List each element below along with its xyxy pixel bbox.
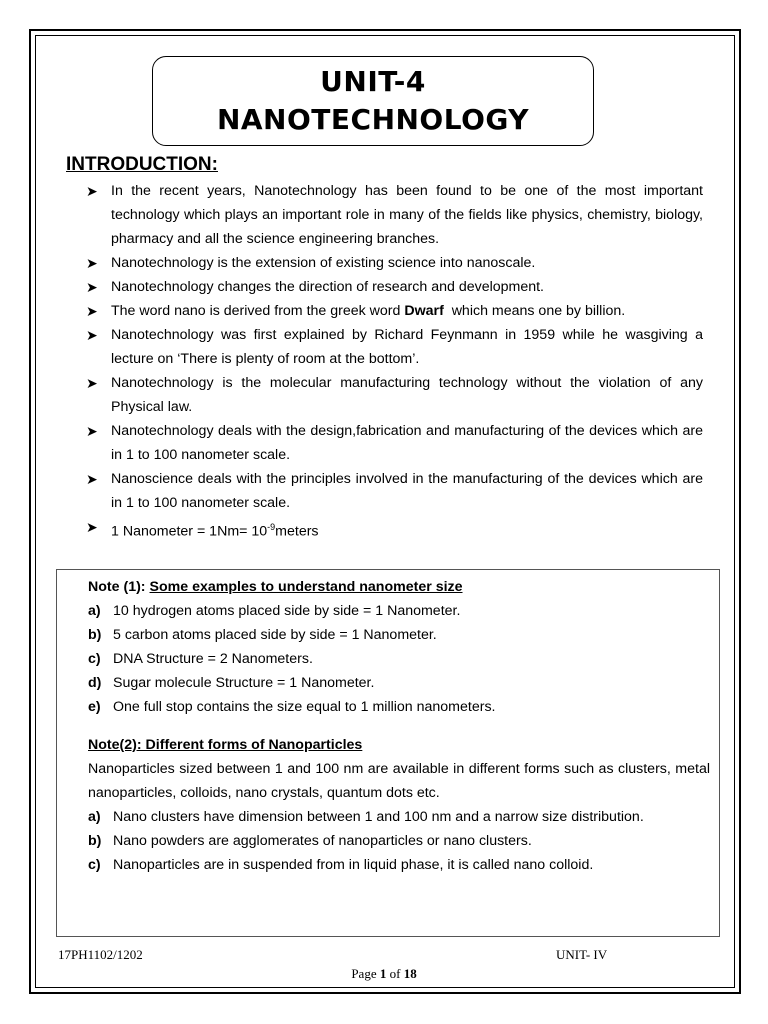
arrow-bullet-icon: ➤ xyxy=(86,423,98,439)
note2-list xyxy=(88,805,710,877)
arrow-bullet-icon: ➤ xyxy=(86,519,98,535)
introduction-bullet-list xyxy=(86,179,703,544)
bullet-item: ➤ In the recent years, Nanotechnology has been found to be one of the most important technology which plays an important role in many of the fields like physics, chemistry, biology, pharmacy and all the science engineering branches. xyxy=(86,179,703,251)
bullet-item: ➤ Nanoscience deals with the principles involved in the manufacturing of the devices which are in 1 to 100 nanometer scale. xyxy=(86,467,703,515)
list-item: e) One full stop contains the size equal to 1 million nanometers. xyxy=(88,699,496,715)
list-item: b) Nano powders are agglomerates of nanoparticles or nano clusters. xyxy=(88,833,532,849)
unit-title-line1: UNIT-4 xyxy=(320,65,426,98)
dwarf-word: Dwarf xyxy=(404,303,444,319)
arrow-bullet-icon: ➤ xyxy=(86,255,98,271)
list-item: b) 5 carbon atoms placed side by side = 1 Nanometer. xyxy=(88,627,437,643)
list-item: a) 10 hydrogen atoms placed side by side = 1 Nanometer. xyxy=(88,603,461,619)
notes-content xyxy=(88,575,710,877)
list-item: c) Nanoparticles are in suspended from in liquid phase, it is called nano colloid. xyxy=(88,857,594,873)
course-code: 17PH1102/1202 xyxy=(58,947,143,962)
list-item: d) Sugar molecule Structure = 1 Nanometer. xyxy=(88,675,375,691)
unit-label: UNIT- IV xyxy=(556,947,608,962)
unit-title-box xyxy=(152,56,594,146)
bullet-item: ➤ Nanotechnology was first explained by Richard Feynmann in 1959 while he wasgiving a lecture on ‘There is plenty of room at the bottom’. xyxy=(86,323,703,371)
bullet-item: ➤ The word nano is derived from the greek word Dwarf which means one by billion. xyxy=(86,299,703,323)
bullet-item: ➤ Nanotechnology deals with the design,fabrication and manufacturing of the devices which are in 1 to 100 nanometer scale. xyxy=(86,419,703,467)
unit-title-line2: NANOTECHNOLOGY xyxy=(216,103,530,136)
arrow-bullet-icon: ➤ xyxy=(86,375,98,391)
note2-paragraph: Nanoparticles sized between 1 and 100 nm are available in different forms such as clusters, metal nanoparticles, colloids, nano crystals, quantum dots etc. xyxy=(88,761,710,801)
arrow-bullet-icon: ➤ xyxy=(86,303,98,319)
arrow-bullet-icon: ➤ xyxy=(86,327,98,343)
bullet-item: ➤ Nanotechnology changes the direction of research and development. xyxy=(86,275,703,299)
note2-heading: Note(2): Different forms of Nanoparticles xyxy=(88,737,363,753)
arrow-bullet-icon: ➤ xyxy=(86,471,98,487)
note1-heading: Note (1): Some examples to understand nanometer size xyxy=(88,579,463,595)
arrow-bullet-icon: ➤ xyxy=(86,183,98,199)
list-item: a) Nano clusters have dimension between 1 and 100 nm and a narrow size distribution. xyxy=(88,809,644,825)
bullet-item: ➤ 1 Nanometer = $1Nm= 10^{-9}meters$ xyxy=(86,515,703,544)
note1-list xyxy=(88,599,710,719)
arrow-bullet-icon: ➤ xyxy=(86,279,98,295)
list-item: c) DNA Structure = 2 Nanometers. xyxy=(88,651,313,667)
bullet-item: ➤ Nanotechnology is the molecular manufacturing technology without the violation of any Physical law. xyxy=(86,371,703,419)
introduction-heading: INTRODUCTION: xyxy=(66,154,218,175)
page-number: Page 1 of 18 xyxy=(351,966,417,981)
bullet-item: ➤ Nanotechnology is the extension of existing science into nanoscale. xyxy=(86,251,703,275)
